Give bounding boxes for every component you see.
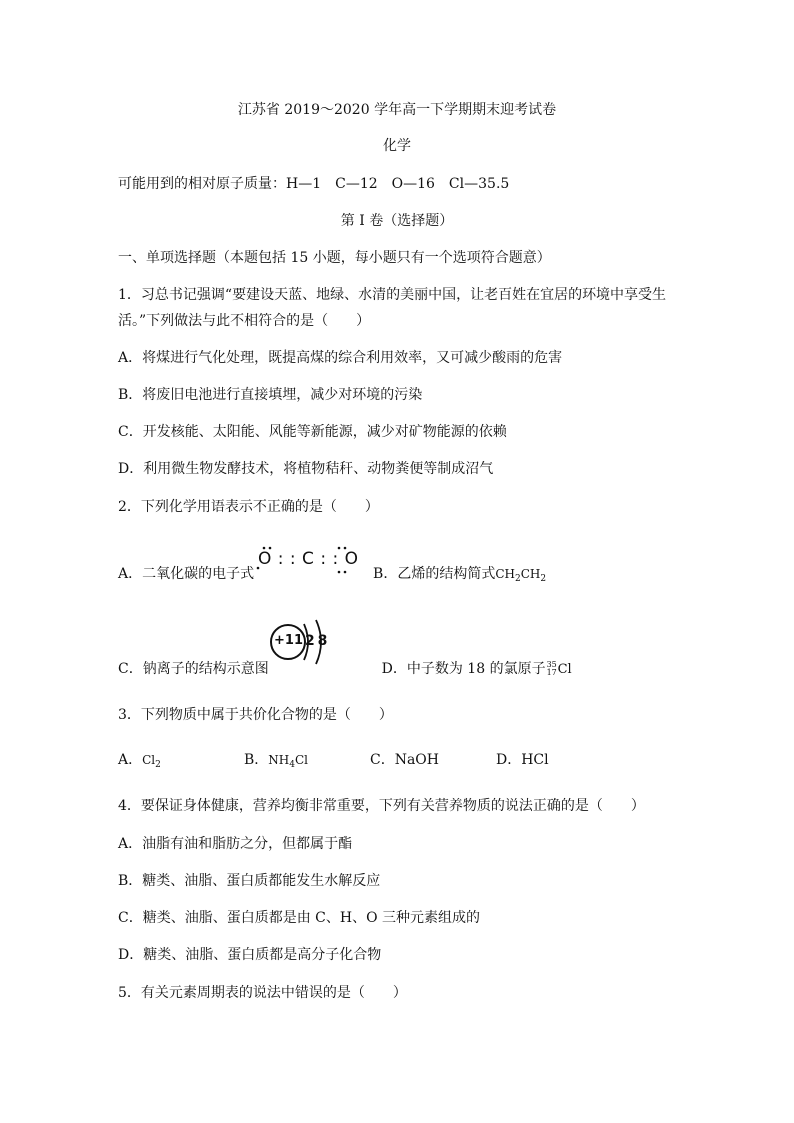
q3-options bbox=[118, 751, 734, 769]
subject-title: 化学 bbox=[383, 138, 411, 154]
chlorine-symbol: Cl bbox=[557, 662, 572, 677]
q2-option-b-label: B．乙烯的结构简式 bbox=[373, 566, 496, 582]
q3-option-a: A．$Cl_2$ bbox=[118, 752, 161, 770]
q4-option-d: D．糖类、油脂、蛋白质都是高分子化合物 bbox=[118, 947, 382, 963]
q1-option-c: C．开发核能、太阳能、风能等新能源，减少对矿物能源的依赖 bbox=[118, 424, 507, 440]
co2-electron-formula bbox=[256, 545, 359, 577]
q1-option-d: D．利用微生物发酵技术，将植物秸秆、动物粪便等制成沼气 bbox=[118, 461, 494, 477]
q5-stem: 5．有关元素周期表的说法中错误的是（ ） bbox=[118, 985, 407, 1001]
q2-option-a-label: A．二氧化碳的电子式 bbox=[118, 566, 255, 582]
q3-option-d: D．HCl bbox=[496, 752, 549, 768]
q2-option-d-label: D．中子数为 18 的氯原子 bbox=[381, 661, 546, 677]
q4-option-c: C．糖类、油脂、蛋白质都是由 C、H、O 三种元素组成的 bbox=[118, 910, 481, 926]
sodium-nucleus-charge: +11 bbox=[274, 633, 303, 648]
q4-option-a: A．油脂有油和脂肪之分，但都属于酯 bbox=[118, 836, 353, 852]
q1-stem-line2: 活。”下列做法与此不相符合的是（ ） bbox=[118, 313, 371, 329]
q1-stem-line1: 1．习总书记强调“要建设天蓝、地绿、水清的美丽中国，让老百姓在宜居的环境中享受生 bbox=[118, 287, 667, 303]
part-title: 第 I 卷（选择题） bbox=[340, 213, 454, 229]
q3-option-c: C．NaOH bbox=[370, 752, 439, 768]
q2-options-cd bbox=[118, 660, 734, 679]
q4-option-b: B．糖类、油脂、蛋白质都能发生水解反应 bbox=[118, 873, 381, 889]
exam-title: 江苏省 2019～2020 学年高一下学期期末迎考试卷 bbox=[237, 102, 557, 118]
q1-option-b: B．将废旧电池进行直接填埋，减少对环境的污染 bbox=[118, 387, 423, 403]
q1-option-a: A．将煤进行气化处理，既提高煤的综合利用效率，又可减少酸雨的危害 bbox=[118, 350, 563, 366]
sodium-shell-electrons: 2 8 bbox=[305, 633, 327, 649]
co2-formula-text: O : : C : : O bbox=[258, 549, 359, 569]
q3-option-b: B．$NH_4Cl$ bbox=[244, 752, 309, 770]
atomic-masses: 可能用到的相对原子质量：H—1 C—12 O—16 Cl—35.5 bbox=[118, 176, 510, 192]
q3-stem: 3．下列物质中属于共价化合物的是（ ） bbox=[118, 707, 393, 723]
q2-options-ab bbox=[118, 565, 734, 583]
section-heading: 一、单项选择题（本题包括 15 小题，每小题只有一个选项符合题意） bbox=[118, 250, 551, 266]
q2-stem: 2．下列化学用语表示不正确的是（ ） bbox=[118, 499, 379, 515]
q2-option-c-label: C．钠离子的结构示意图 bbox=[118, 661, 269, 677]
chlorine-nuclide: 35 17 bbox=[546, 660, 557, 677]
q2-option-b-formula: $CH_2CH_2$ bbox=[495, 567, 547, 584]
q4-stem: 4．要保证身体健康，营养均衡非常重要，下列有关营养物质的说法正确的是（ ） bbox=[118, 798, 645, 814]
